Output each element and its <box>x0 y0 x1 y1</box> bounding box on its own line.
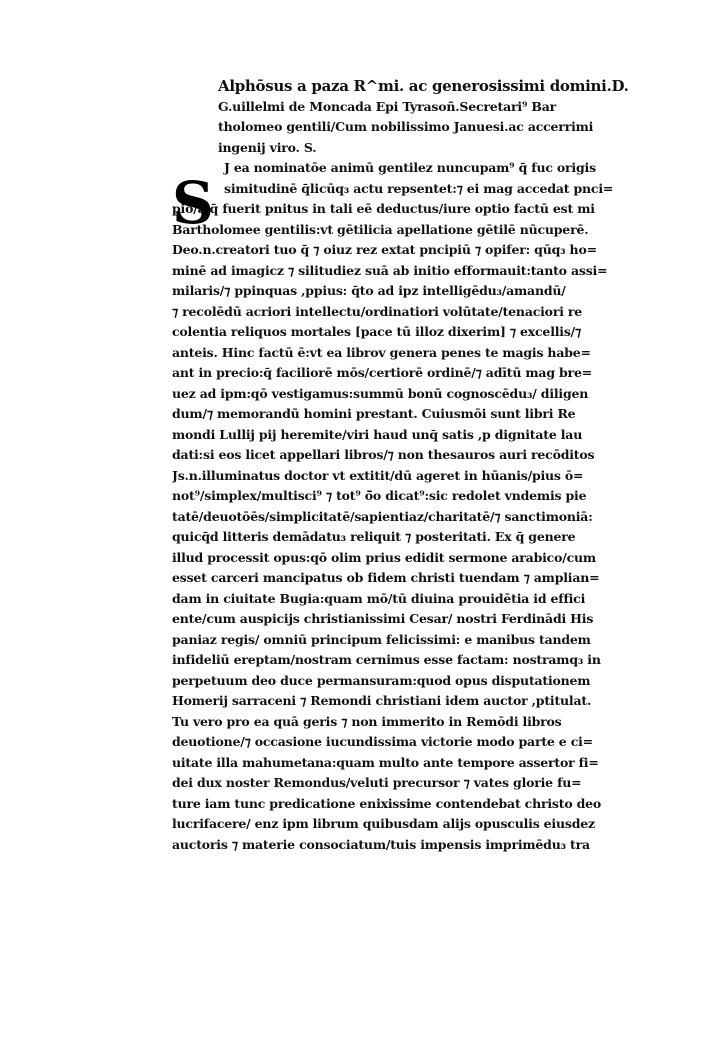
body-line: pio/a q̄ fuerit pnitus in tali eē deductus/iure optio factū est mi <box>172 201 595 216</box>
body-line: quicq̄d litteris demādatu₃ reliquit ⁊ posteritati. Ex q̄ genere <box>172 529 576 544</box>
body-line: milaris/⁊ ppinquas ,ppius: q̄to ad ipz intelligēdu₃/amandū/ <box>172 283 566 298</box>
body-line: ant in precio:q̄ faciliorē mōs/certiorē ordinē/⁊ adītū mag bre= <box>172 365 592 380</box>
body-line: minē ad imagicz ⁊ silitudiez suā ab initio efformauit:tanto assi= <box>172 262 608 278</box>
body-line: tatē/deuotōēs/simplicitatē/sapientiaz/charitatē/⁊ sanctimoniā: <box>172 508 593 524</box>
body-line: illud processit opus:qō olim prius edidit sermone arabico/cum <box>172 549 596 565</box>
body-line: Bartholomee gentilis:vt gētilicia apellatione gētilē nūcuperē. <box>172 221 589 237</box>
body-line: anteis. Hinc factū ē:vt ea librov genera penes te magis habe= <box>172 344 591 360</box>
body-line: colentia reliquos mortales [pace tū illoz dixerim] ⁊ excellis/⁊ <box>172 324 582 339</box>
heading-line: tholomeo gentili/Cum nobilissimo Januesi.ac accerrimi <box>218 119 594 134</box>
body-line: uez ad ipm:qō vestigamus:summū bonū cognoscēdu₃/ diligen <box>172 385 589 401</box>
body-line: mondi Lullij pij heremite/viri haud unq̄ satis ,p dignitate lau <box>172 426 583 442</box>
heading-line: G.uillelmi de Moncada Epi Tyrasoñ.Secretari⁹ Bar <box>218 98 557 114</box>
body-line: perpetuum deo duce permansuram:quod opus disputationem <box>172 672 591 688</box>
body-line: simitudinē q̄licūq₃ actu repsentet:⁊ ei mag accedat pnci= <box>224 180 614 196</box>
body-line: esset carceri mancipatus ob fidem christi tuendam ⁊ amplian= <box>172 570 600 585</box>
body-line: J ea nominatōe animū gentilez nuncupam⁹ q̄ fuc origis <box>224 160 596 175</box>
body-line: dati:si eos licet appellari libros/⁊ non thesauros auri recōditos <box>172 447 595 462</box>
body-line: not⁹/simplex/multisci⁹ ⁊ tot⁹ ō̄o dicat⁹:sic redolet vndemis pie <box>172 488 587 503</box>
heading-line: Alphōsus a paza R^mi. ac generosissimi domini.D. <box>218 77 629 95</box>
body-line: dum/⁊ memorandū homini prestant. Cuiusmōi sunt libri Re <box>172 406 576 421</box>
body-line: Tu vero pro ea quā geris ⁊ non immerito in Remōdi libros <box>172 713 562 729</box>
body-line: infideliū ereptam/nostram cernimus esse factam: nostramq₃ in <box>172 652 601 667</box>
body-line: Homerij sarraceni ⁊ Remondi christiani idem auctor ,ptitulat. <box>172 693 592 708</box>
body-line: ente/cum auspicijs christianissimi Cesar/ nostri Ferdinādi His <box>172 611 594 626</box>
body-line: lucrifacere/ enz ipm librum quibusdam alijs opusculis eiusdez <box>172 816 595 831</box>
body-line: Js.n.illuminatus doctor vt extitit/dū ageret in hūanis/pius ō= <box>172 467 584 483</box>
body-line: Deo.n.creatori tuo q̄ ⁊ oiuz rez extat pncipiū ⁊ opifer: qūq₃ ho= <box>172 242 597 257</box>
body-line: dei dux noster Remondus/veluti precursor ⁊ vates glorie fu= <box>172 775 582 790</box>
body-line: paniaz regis/ omniū principum felicissimi: e manibus tandem <box>172 631 591 647</box>
body-line: dam in ciuitate Bugia:quam mō/tū diuina prouidētia id effici <box>172 590 586 606</box>
body-line: uitate illa mahumetana:quam multo ante tempore assertor fi= <box>172 754 599 770</box>
heading-line: ingenij viro. S. <box>218 139 317 155</box>
body-line: ⁊ recolēdū acriori intellectu/ordinatiori volūtate/tenaciori re <box>172 303 583 319</box>
body-line: deuotione/⁊ occasione iucundissima victorie modo parte e ci= <box>172 734 593 749</box>
text-block <box>172 76 692 855</box>
body-line: auctoris ⁊ materie consociatum/tuis impensis imprimēdu₃ tra <box>172 836 590 852</box>
body-line: ture iam tunc predicatione enixissime contendebat christo deo <box>172 795 602 811</box>
drop-capital: S <box>172 169 214 237</box>
